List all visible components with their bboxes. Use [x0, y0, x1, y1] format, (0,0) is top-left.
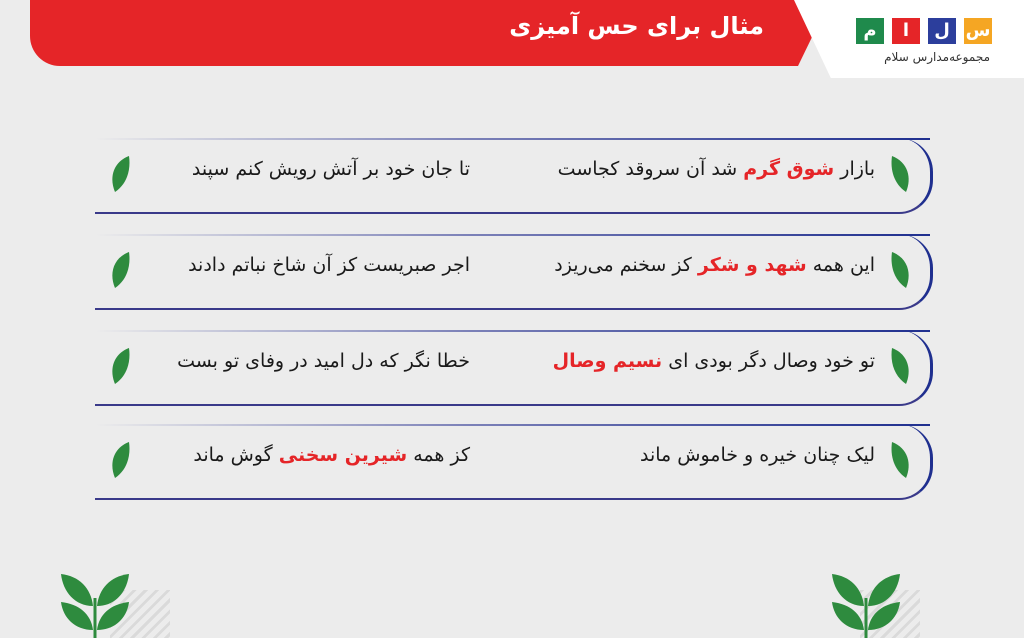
highlighted-phrase: نسیم وصال [552, 350, 663, 372]
verse-right-hemistich [554, 254, 875, 276]
verse-text: تو خود وصال دگر بودی ای [662, 350, 875, 372]
verse-text: کز همه [407, 444, 470, 466]
plant-icon-left [55, 568, 135, 638]
verse-text: تا جان خود بر آتش رویش کنم سپند [191, 158, 470, 180]
logo-letter-alef: ا [892, 18, 920, 44]
verse-left-hemistich [177, 350, 470, 372]
highlighted-phrase: شوق گرم [743, 158, 835, 180]
verse-text: خطا نگر که دل امید در وفای تو بست [177, 350, 470, 372]
verse-text: لیک چنان خیره و خاموش ماند [640, 444, 875, 466]
leaf-icon [890, 346, 912, 386]
verse-row [95, 138, 933, 214]
leaf-icon [890, 440, 912, 480]
verse-left-hemistich [192, 158, 470, 180]
page-title: مثال برای حس آمیزی [509, 12, 764, 40]
leaf-icon [890, 250, 912, 290]
leaf-icon [109, 250, 131, 290]
verse-text: گوش ماند [193, 444, 279, 466]
verse-text: بازار [834, 158, 875, 180]
verse-left-hemistich [193, 444, 470, 466]
verse-row [95, 330, 933, 406]
verse-row [95, 424, 933, 500]
verse-text: اجر صبریست کز آن شاخ نباتم دادند [188, 254, 470, 276]
logo-letter-mim: م [856, 18, 884, 44]
verse-text: شد آن سروقد کجاست [557, 158, 744, 180]
leaf-icon [890, 154, 912, 194]
plant-icon-right [826, 568, 906, 638]
logo-letter-sin: س [964, 18, 992, 44]
logo-caption: مجموعه‌مدارس سلام [884, 50, 990, 64]
logo-letter-lam: ل [928, 18, 956, 44]
verse-right-hemistich [640, 444, 875, 466]
leaf-icon [109, 440, 131, 480]
verse-right-hemistich [553, 350, 875, 372]
verse-row [95, 234, 933, 310]
verse-right-hemistich [558, 158, 875, 180]
leaf-icon [109, 346, 131, 386]
verse-text: این همه [806, 254, 875, 276]
verse-left-hemistich [188, 254, 470, 276]
highlighted-phrase: شهد و شکر [697, 254, 807, 276]
leaf-icon [109, 154, 131, 194]
verse-text: کز سخنم می‌ریزد [554, 254, 698, 276]
highlighted-phrase: شیرین سخنی [278, 444, 408, 466]
